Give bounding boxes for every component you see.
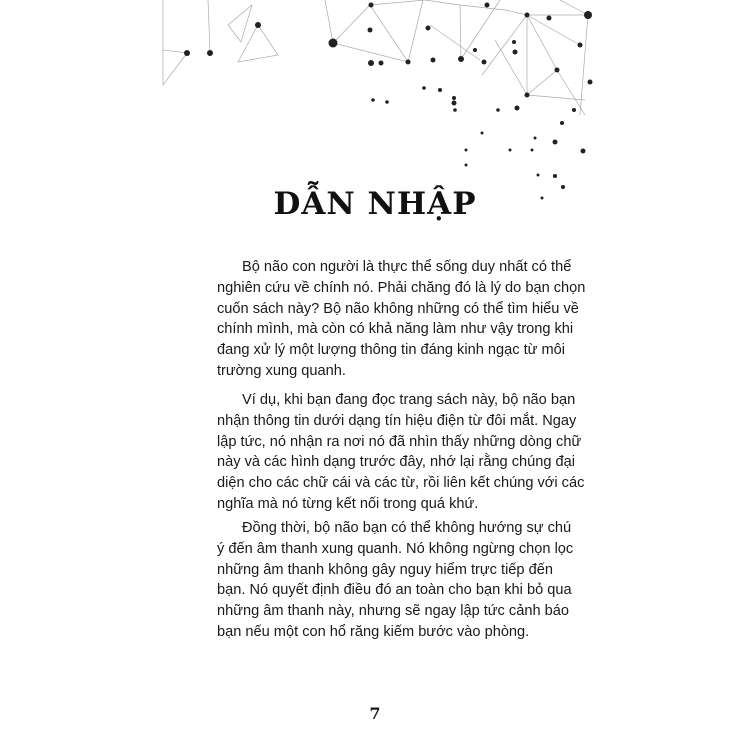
text-line: bạn. Nó quyết định điều đó an toàn cho bạn khi bỏ qua	[217, 582, 572, 599]
paragraph-1	[217, 257, 586, 382]
text-line: bạn nếu một con hổ răng kiếm bước vào phòng.	[217, 623, 530, 640]
text-line: chính mình, mà còn có khả năng làm như vậy trong khi	[217, 321, 574, 338]
text-line: Đồng thời, bộ não bạn có thể không hướng sự chú	[242, 520, 572, 536]
text-line: Bộ não con người là thực thể sống duy nhất có thể	[242, 259, 572, 275]
text-line: đang xử lý một lượng thông tin đáng kinh ngạc từ môi	[217, 342, 565, 359]
text-line: nghĩa mà nó từng kết nối trong quá khứ.	[217, 495, 479, 512]
text-line: ý đến âm thanh xung quanh. Nó không ngừng chọn lọc	[217, 540, 574, 557]
text-line: lập tức, nó nhận ra nơi nó đã nhìn thấy những dòng chữ	[217, 433, 582, 450]
text-line: cuốn sách này? Bộ não không những có thể tìm hiểu về	[217, 300, 579, 317]
paragraph-3	[217, 518, 574, 643]
paragraph-2	[217, 390, 585, 515]
text-line: diện cho các chữ cái và các từ, rồi liên kết chúng với các	[217, 475, 585, 492]
page-number: 7	[369, 704, 381, 723]
chapter-title: DẪN NHẬP	[273, 186, 477, 222]
text-line: Ví dụ, khi bạn đang đọc trang sách này, bộ não bạn	[242, 392, 576, 408]
text-line: nhận thông tin dưới dạng tín hiệu điện từ đôi mắt. Ngay	[217, 412, 577, 429]
text-line: trường xung quanh.	[217, 362, 346, 379]
text-line: nghiên cứu về chính nó. Phải chăng đó là lý do bạn chọn	[217, 279, 586, 296]
text-line: những âm thanh không gây nguy hiểm trực tiếp đến	[217, 561, 553, 578]
text-line: những âm thanh này, nhưng sẽ ngay lập tức cảnh báo	[217, 603, 569, 620]
text-line: này và các hình dạng trước đây, nhớ lại rằng chúng đại	[217, 454, 576, 471]
